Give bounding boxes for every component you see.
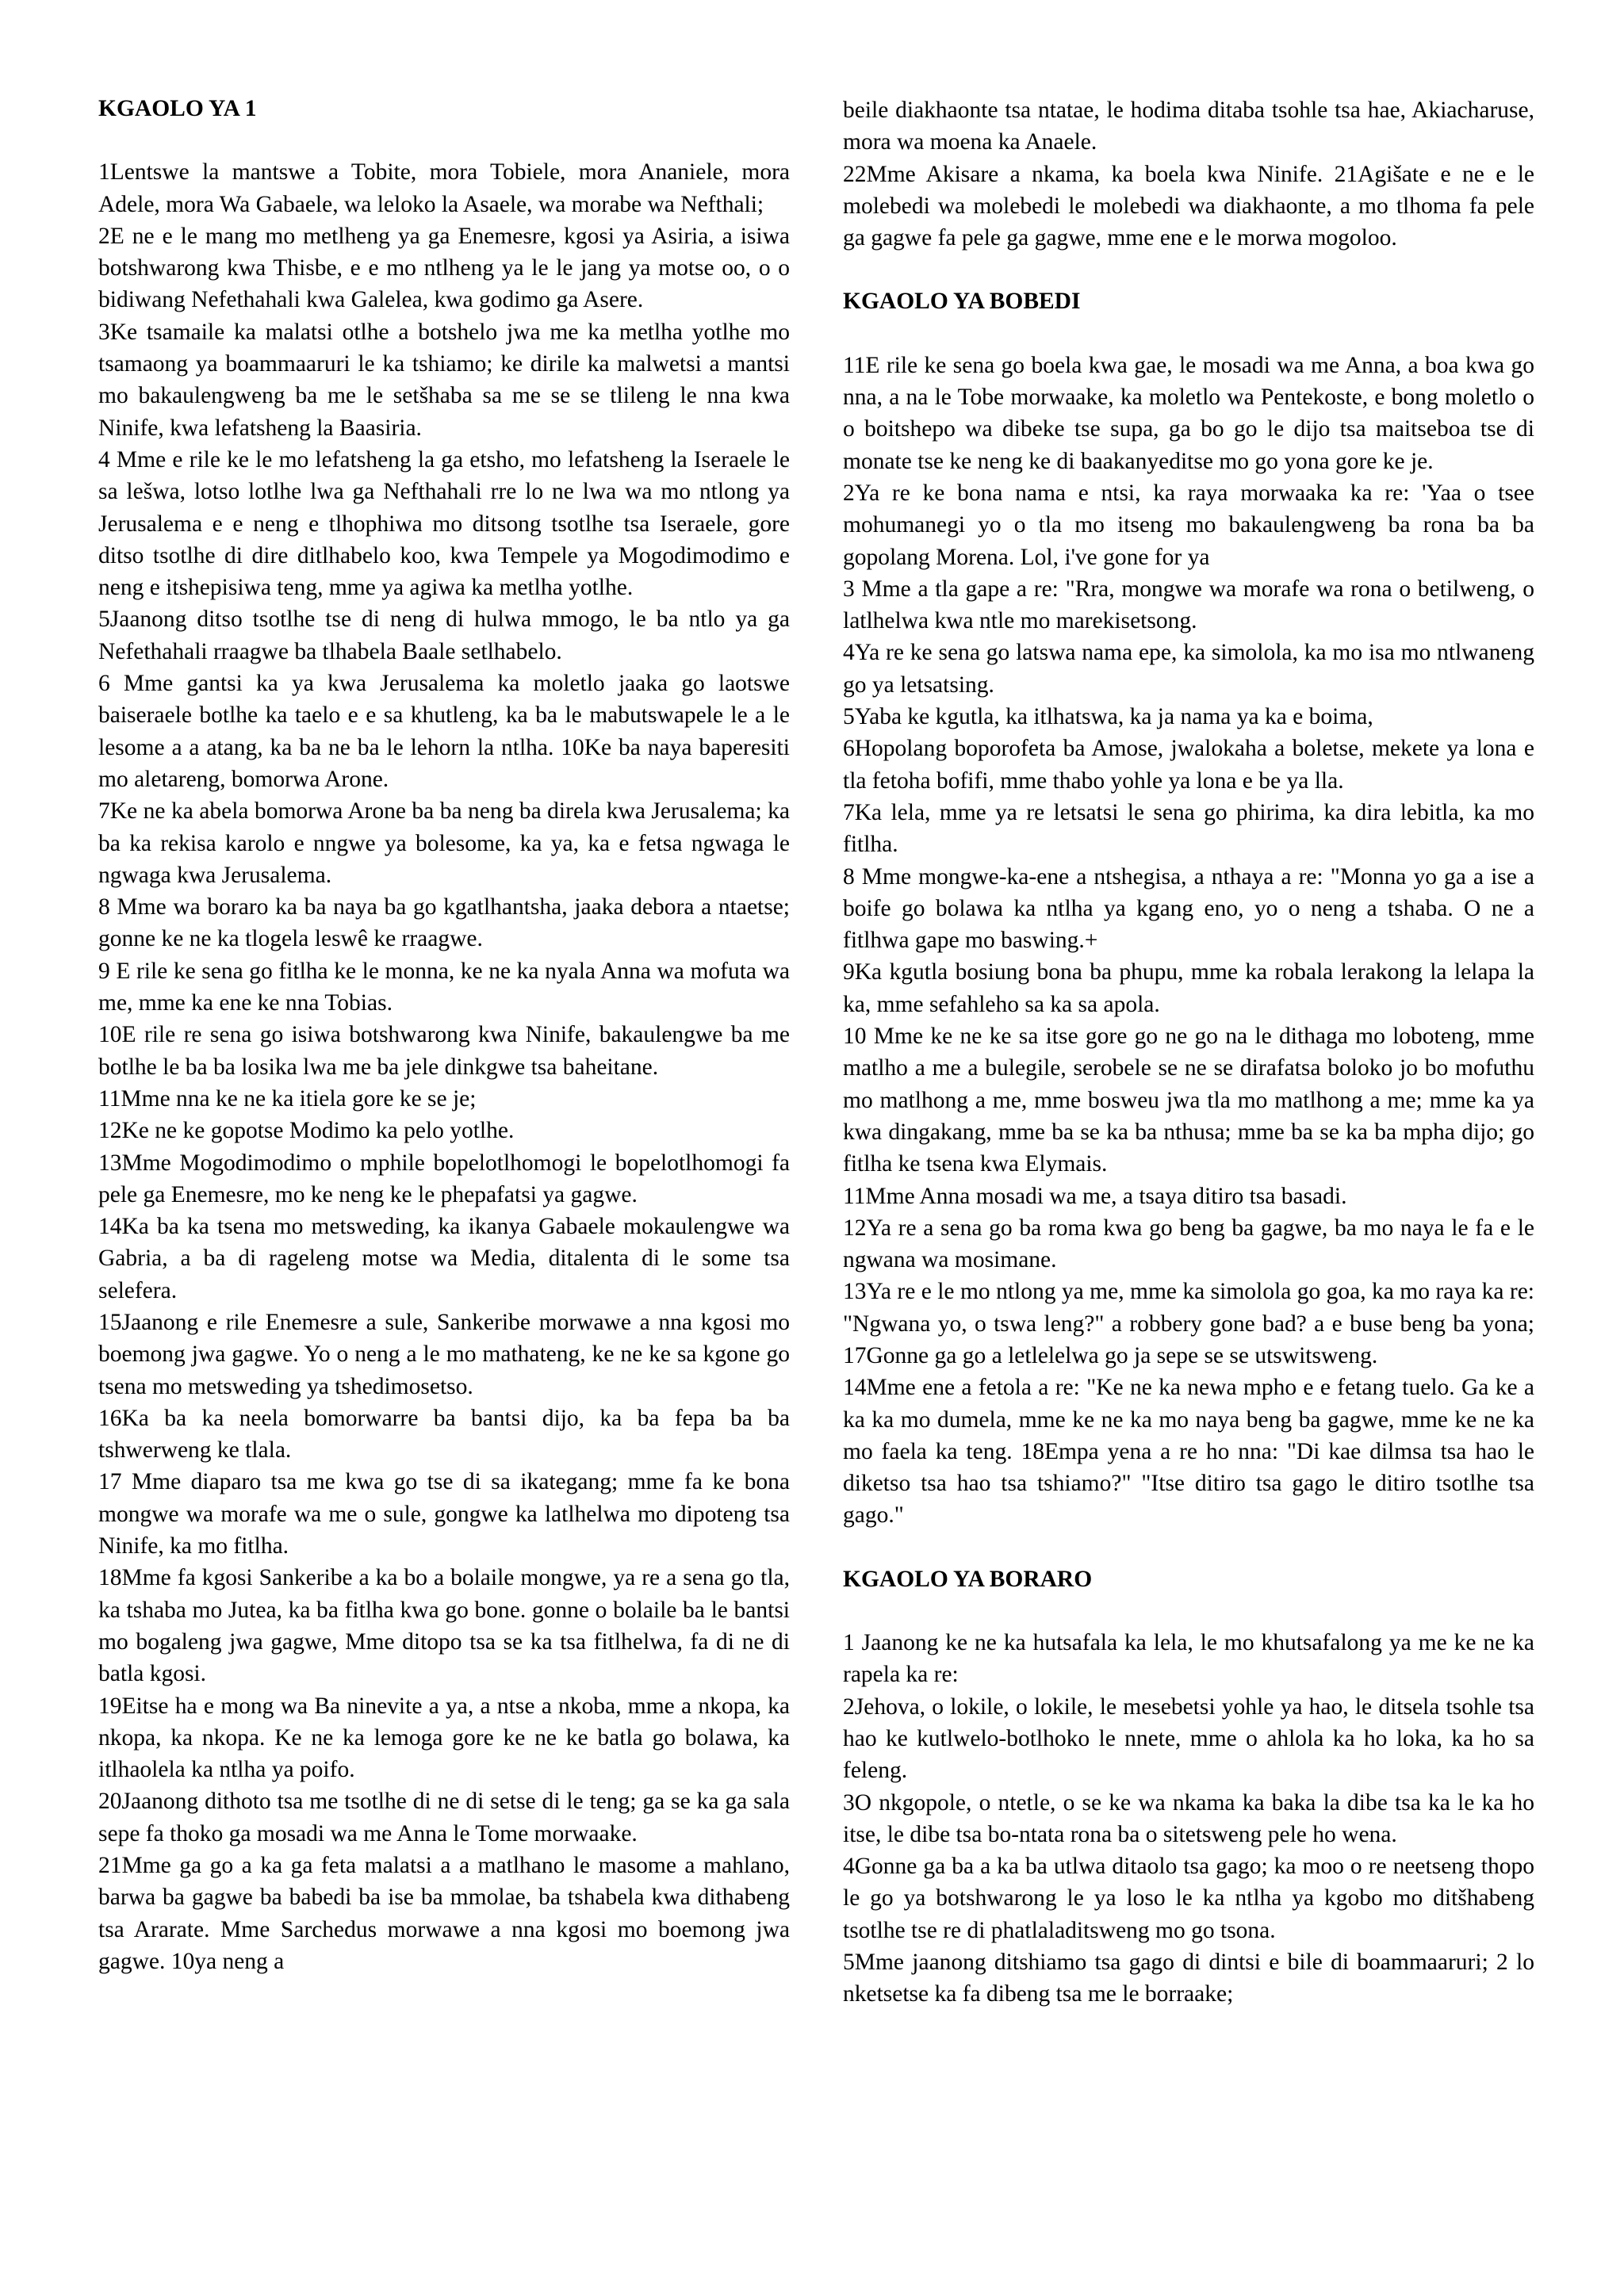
verse-paragraph: 8 Mme wa boraro ka ba naya ba go kgatlhantsha, jaaka debora a ntaetse; gonne ke ne ka tlogela leswê ke rraagwe. [98,894,790,952]
verse-paragraph: 1Lentswe la mantswe a Tobite, mora Tobiele, mora Ananiele, mora Adele, mora Wa Gabaele, wa leloko la Asaele, wa morabe wa Nefthali; [98,159,790,217]
section-spacer [843,1532,1534,1563]
verse-paragraph: 17 Mme diaparo tsa me kwa go tse di sa ikategang; mme fa ke bona mongwe wa morafe wa me o sule, gongwe ka latlhelwa mo dipoteng tsa Ninife, ka mo fitlha. [98,1469,790,1559]
verse-paragraph: 3 Mme a tla gape a re: "Rra, mongwe wa morafe wa rona o betilweng, o latlhelwa kwa ntle mo marekisetsong. [843,576,1534,634]
verse-paragraph: 11Mme Anna mosadi wa me, a tsaya ditiro tsa basadi. [843,1183,1347,1209]
verse-paragraph: 14Ka ba ka tsena mo metsweding, ka ikanya Gabaele mokaulengwe wa Gabria, a ba di rageleng motse wa Media, ditalenta di le some tsa selefera. [98,1214,790,1303]
verse-paragraph: 13Mme Mogodimodimo o mphile bopelotlhomogi le bopelotlhomogi fa pele ga Enemesre, mo ke neng ke le phepafatsi ya gagwe. [98,1150,790,1207]
verse-paragraph: 9Ka kgutla bosiung bona ba phupu, mme ka robala lerakong la lelapa la ka, mme sefahleho sa ka sa apola. [843,959,1534,1017]
chapter-1-heading: KGAOLO YA 1 [98,96,257,121]
verse-paragraph: 11Mme nna ke ne ka itiela gore ke se je; [98,1085,477,1112]
verse-paragraph: 4 Mme e rile ke le mo lefatsheng la ga etsho, mo lefatsheng la Iseraele le sa lešwa, lotso lotlhe lwa ga Nefthahali rre lo ne lwa wa mo ntlong ya Jerusalema e e neng e tlhophiwa mo ditsong tsotlhe tsa Iseraele, gore ditso tsotlhe di dire ditlhabelo koo, kwa Tempele ya Mogodimodimo e neng e itshepisiwa teng, mme ya agiwa ka metlha yotlhe. [98,446,790,601]
verse-paragraph: beile diakhaonte tsa ntatae, le hodima ditaba tsohle tsa hae, Akiacharuse, mora wa moena ka Anaele. [843,98,1534,155]
verse-paragraph: 2Jehova, o lokile, o lokile, le mesebetsi yohle ya hao, le ditsela tsohle tsa hao ke kutlwelo-botlhoko le nnete, mme o ahlola ka ho loka, ka ho sa feleng. [843,1693,1534,1784]
heading-spacer [843,318,1534,350]
verse-paragraph: 6 Mme gantsi ka ya kwa Jerusalema ka moletlo jaaka go laotswe baiseraele botlhe ka taelo e e sa khutleng, ka ba le mabutswapele le a le lesome a a atang, ka ba ne ba le lehorn la ntlha. 10Ke ba naya baperesiti mo aletareng, bomorwa Arone. [98,671,790,792]
right-column [843,94,1534,2011]
verse-paragraph: 4Ya re ke sena go latswa nama epe, ka simolola, ka mo isa mo ntlwaneng go ya letsatsing. [843,640,1534,698]
verse-paragraph: 13Ya re e le mo ntlong ya me, mme ka simolola go goa, ka mo raya ka re: "Ngwana yo, o tswa leng?" a robbery gone bad? a e buse beng ba yona; 17Gonne ga go a letlelelwa go ja sepe se se utswitsweng. [843,1279,1534,1368]
verse-paragraph: 6Hopolang boporofeta ba Amose, jwalokaha a boletse, mekete ya lona e tla fetoha bofifi, mme thabo yohle ya lona e be ya lla. [843,736,1534,794]
verse-paragraph: 10E rile re sena go isiwa botshwarong kwa Ninife, bakaulengwe ba me botlhe le ba ba losika lwa me ba jele dinkgwe tsa baheitane. [98,1022,790,1080]
verse-paragraph: 3O nkgopole, o ntetle, o se ke wa nkama ka baka la dibe tsa ka le ka ho itse, le dibe tsa bo-ntata rona ba o sitetsweng pele ho wena. [843,1789,1534,1847]
verse-paragraph: 19Eitse ha e mong wa Ba ninevite a ya, a ntse a nkoba, mme a nkopa, ka nkopa, ka nkopa. Ke ne ka lemoga gore ke ne ke batla go bolawa, ka itlhaolela ka ntlha ya poifo. [98,1693,790,1783]
verse-paragraph: 5Mme jaanong ditshiamo tsa gago di dintsi e bile di boammaaruri; 2 lo nketsetse ka fa dibeng tsa me le borraake; [843,1950,1534,2007]
verse-paragraph: 5Yaba ke kgutla, ka itlhatswa, ka ja nama ya ka e boima, [843,704,1373,730]
verse-paragraph: 22Mme Akisare a nkama, ka boela kwa Ninife. 21Agišate e ne e le molebedi wa molebedi le molebedi wa diakhaonte, a mo tlhoma fa pele ga gagwe fa pele ga gagwe, mme ene e le morwa mogoloo. [843,161,1534,251]
verse-paragraph: 20Jaanong dithoto tsa me tsotlhe di ne di setse di le teng; ga se ka ga sala sepe fa thoko ga mosadi wa me Anna le Tome morwaake. [98,1789,790,1846]
chapter-2-heading: KGAOLO YA BOBEDI [843,289,1081,315]
chapter-3-heading: KGAOLO YA BORARO [843,1566,1093,1592]
verse-paragraph: 16Ka ba ka neela bomorwarre ba bantsi dijo, ka ba fepa ba ba tshwerweng ke tlala. [98,1405,790,1464]
verse-paragraph: 4Gonne ga ba a ka ba utlwa ditaolo tsa gago; ka moo o re neetseng thopo le go ya botshwarong le ya loso le ka ntlha ya kgobo mo ditšhabeng tsotlhe tse re di phatlaladitsweng mo go tsona. [843,1854,1534,1943]
verse-paragraph: 8 Mme mongwe-ka-ene a ntshegisa, a nthaya a re: "Monna yo ga a ise a boife go bolawa ka ntlha ya kgang eno, yo o neng a tshaba. O ne a fitlhwa gape mo baswing.+ [843,863,1534,954]
heading-spacer [843,1595,1534,1627]
left-column [98,93,790,1977]
verse-paragraph: 3Ke tsamaile ka malatsi otlhe a botshelo jwa me ka metlha yotlhe mo tsamaong ya boammaaruri le ka tshiamo; ke dirile ka malwetsi a mantsi mo bakaulengweng ba me le setšhaba sa me se se tlileng le nna kwa Ninife, kwa lefatsheng la Baasiria. [98,319,790,441]
verse-paragraph: 2Ya re ke bona nama e ntsi, ka raya morwaaka ka re: 'Yaa o tsee mohumanegi yo o tla mo itseng mo bakaulengweng ba rona ba ba gopolang Morena. Lol, i've gone for ya [843,480,1534,570]
verse-paragraph: 10 Mme ke ne ke sa itse gore go ne go na le dithaga mo loboteng, mme matlho a me a bulegile, serobele se ne se dirafatsa boloko jo bo mofuthu mo matlhong a me, mme bosweu jwa tla mo matlhong a me; mme ka ya kwa dingakang, mme ba se ka ba nthusa; mme ba se ka ba mpha dijo; go fitlha ke tsena kwa Elymais. [843,1024,1534,1177]
verse-paragraph: 5Jaanong ditso tsotlhe tse di neng di hulwa mmogo, le ba ntlo ya ga Nefethahali rraagwe ba tlhabela Baale setlhabelo. [98,607,790,664]
verse-paragraph: 15Jaanong e rile Enemesre a sule, Sankeribe morwawe a nna kgosi mo boemong jwa gagwe. Yo o neng a le mo mathateng, ke ne ke sa kgone go tsena mo metsweding ya tshedimosetso. [98,1309,790,1399]
verse-paragraph: 21Mme ga go a ka ga feta malatsi a a matlhano le masome a mahlano, barwa ba gagwe ba babedi ba ise ba mmolae, ba tshabela kwa dithabeng tsa Ararate. Mme Sarchedus morwawe a nna kgosi mo boemong jwa gagwe. 10ya neng a [98,1853,790,1974]
verse-paragraph: 12Ya re a sena go ba roma kwa go beng ba gagwe, ba mo naya le fa e le ngwana wa mosimane. [843,1215,1534,1273]
verse-paragraph: 7Ka lela, mme ya re letsatsi le sena go phirima, ka dira lebitla, ka mo fitlha. [843,799,1534,858]
verse-paragraph: 7Ke ne ka abela bomorwa Arone ba ba neng ba direla kwa Jerusalema; ka ba ka rekisa karolo e nngwe ya bolesome, ka ya, ka e fetsa ngwaga le ngwaga kwa Jerusalema. [98,798,790,888]
verse-paragraph: 18Mme fa kgosi Sankeribe a ka bo a bolaile mongwe, ya re a sena go tla, ka tshaba mo Jutea, ka ba fitlha kwa go bone. gonne o bolaile ba le bantsi mo bogaleng jwa gagwe, Mme ditopo tsa se ka tsa fitlhelwa, fa di ne di batla kgosi. [98,1565,790,1687]
section-spacer [843,254,1534,285]
verse-paragraph: 12Ke ne ke gopotse Modimo ka pelo yotlhe. [98,1118,515,1144]
verse-paragraph: 2E ne e le mang mo metlheng ya ga Enemesre, kgosi ya Asiria, a isiwa botshwarong kwa Thisbe, e e mo ntlheng ya le le jang ya motse oo, o o bidiwang Nefethahali kwa Galelea, kwa godimo ga Asere. [98,223,790,313]
verse-paragraph: 1 Jaanong ke ne ka hutsafala ka lela, le mo khutsafalong ya me ke ne ka rapela ka re: [843,1630,1534,1688]
heading-spacer [98,124,790,156]
verse-paragraph: 11E rile ke sena go boela kwa gae, le mosadi wa me Anna, a boa kwa go nna, a na le Tobe morwaake, ka moletlo wa Pentekoste, e bong moletlo o o boitshepo wa dibeke tse supa, ga bo go le dijo tsa maitseboa tse di monate tse ke neng ke di baakanyeditse mo go yona gore ke je. [843,352,1534,474]
verse-paragraph: 14Mme ene a fetola a re: "Ke ne ka newa mpho e e fetang tuelo. Ga ke a ka ka mo dumela, mme ke ne ka mo naya beng ba gagwe, mme ke ne ka mo faela ka teng. 18Empa yena a re ho nna: "Di kae dilmsa tsa hao le diketso tsa hao tsa tshiamo?" "Itse ditiro tsa gago le ditiro tsotlhe tsa gago." [843,1375,1534,1529]
verse-paragraph: 9 E rile ke sena go fitlha ke le monna, ke ne ka nyala Anna wa mofuta wa me, mme ka ene ke nna Tobias. [98,958,790,1016]
